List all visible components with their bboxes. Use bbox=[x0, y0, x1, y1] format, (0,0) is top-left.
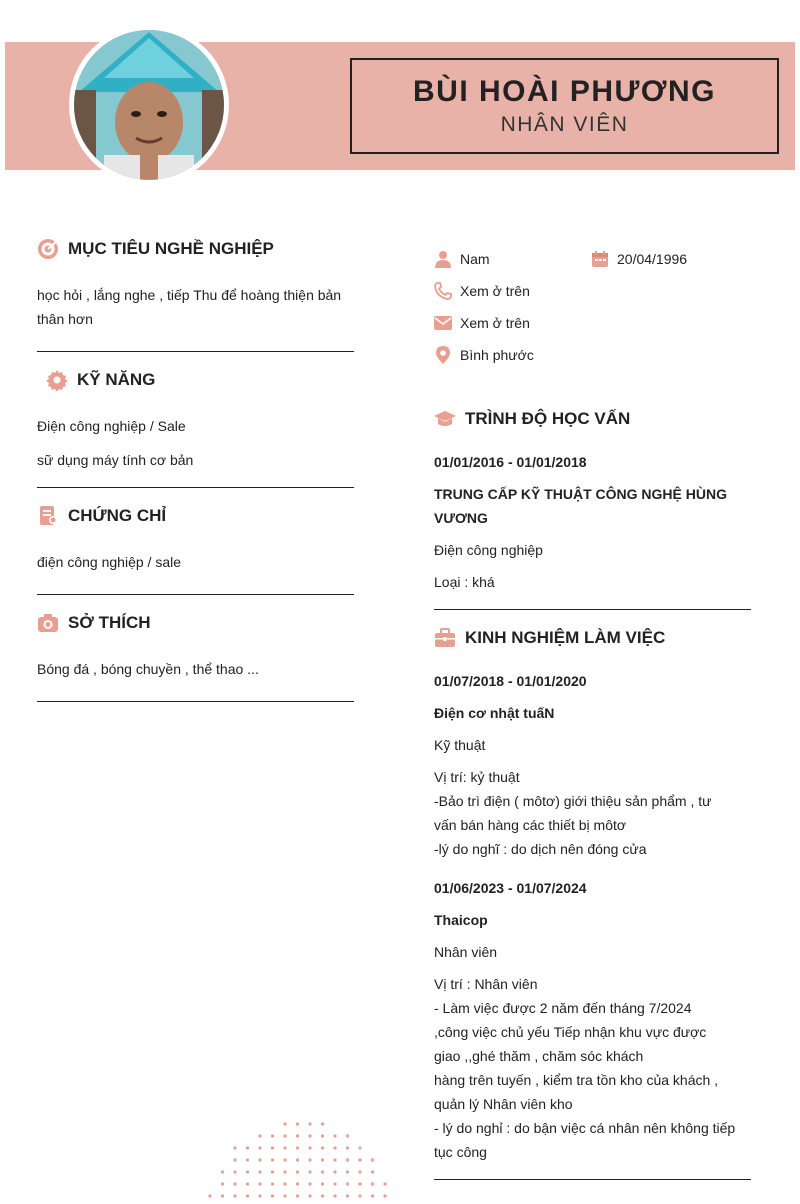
phone-icon bbox=[434, 282, 452, 300]
hobbies-heading bbox=[37, 612, 151, 634]
hobbies-text: Bóng đá , bóng chuyền , thể thao ... bbox=[37, 661, 259, 677]
email-row bbox=[434, 314, 530, 332]
decorative-dot bbox=[258, 1158, 261, 1161]
decorative-dot bbox=[321, 1122, 324, 1125]
objective-heading bbox=[37, 238, 274, 260]
decorative-dot bbox=[333, 1182, 336, 1185]
decorative-dot bbox=[221, 1182, 224, 1185]
decorative-dot bbox=[271, 1194, 274, 1197]
mail-icon bbox=[434, 314, 452, 332]
decorative-dot bbox=[371, 1170, 374, 1173]
decorative-dot bbox=[321, 1182, 324, 1185]
decorative-dot bbox=[296, 1122, 299, 1125]
decorative-dot bbox=[358, 1182, 361, 1185]
certificate-item: điện công nghiệp / sale bbox=[37, 554, 181, 570]
job-detail-line: ,công việc chủ yếu Tiếp nhận khu vực được bbox=[434, 1024, 707, 1040]
decorative-dot bbox=[283, 1170, 286, 1173]
decorative-dot bbox=[346, 1134, 349, 1137]
gender-row bbox=[434, 250, 490, 268]
decorative-dot bbox=[283, 1122, 286, 1125]
avatar bbox=[69, 25, 229, 185]
decorative-dot bbox=[271, 1182, 274, 1185]
decorative-dot bbox=[246, 1170, 249, 1173]
decorative-dot bbox=[233, 1182, 236, 1185]
decorative-dot bbox=[221, 1170, 224, 1173]
divider bbox=[37, 594, 354, 595]
decorative-dot bbox=[296, 1146, 299, 1149]
email-value: Xem ở trên bbox=[460, 315, 530, 331]
job-role: Kỹ thuật bbox=[434, 737, 486, 753]
decorative-dot bbox=[371, 1158, 374, 1161]
calendar-icon bbox=[591, 250, 609, 268]
job-detail-line: tục công bbox=[434, 1144, 487, 1160]
decorative-dot bbox=[246, 1194, 249, 1197]
decorative-dot bbox=[321, 1170, 324, 1173]
education-school-line-2: VƯƠNG bbox=[434, 510, 488, 526]
decorative-dot bbox=[233, 1194, 236, 1197]
decorative-dot bbox=[283, 1146, 286, 1149]
experience-heading bbox=[434, 627, 665, 649]
job-detail-line: giao ,,ghé thăm , chăm sóc khách bbox=[434, 1048, 644, 1064]
decorative-dot bbox=[258, 1170, 261, 1173]
decorative-dot bbox=[371, 1182, 374, 1185]
decorative-dot bbox=[358, 1194, 361, 1197]
decorative-dot bbox=[308, 1194, 311, 1197]
decorative-dot bbox=[233, 1146, 236, 1149]
gender-value: Nam bbox=[460, 251, 490, 267]
decorative-dot bbox=[346, 1146, 349, 1149]
decorative-dot bbox=[383, 1182, 386, 1185]
decorative-dot bbox=[283, 1134, 286, 1137]
camera-icon bbox=[37, 612, 59, 634]
decorative-dot bbox=[271, 1158, 274, 1161]
decorative-dot bbox=[271, 1134, 274, 1137]
decorative-dot bbox=[321, 1158, 324, 1161]
decorative-dot bbox=[308, 1146, 311, 1149]
decorative-dot bbox=[258, 1194, 261, 1197]
skill-item: Điện công nghiệp / Sale bbox=[37, 418, 186, 434]
decorative-dot bbox=[296, 1134, 299, 1137]
decorative-dot bbox=[283, 1182, 286, 1185]
decorative-dot bbox=[221, 1194, 224, 1197]
education-school-line-1: TRUNG CẤP KỸ THUẬT CÔNG NGHỆ HÙNG bbox=[434, 486, 727, 502]
decorative-dot bbox=[333, 1158, 336, 1161]
briefcase-icon bbox=[434, 627, 456, 649]
job-period: 01/06/2023 - 01/07/2024 bbox=[434, 880, 587, 896]
decorative-dot bbox=[233, 1158, 236, 1161]
decorative-dot bbox=[333, 1194, 336, 1197]
job-detail-line: - Làm việc được 2 năm đến tháng 7/2024 bbox=[434, 1000, 692, 1016]
birthdate-value: 20/04/1996 bbox=[617, 251, 688, 267]
decorative-dot bbox=[346, 1158, 349, 1161]
job-period: 01/07/2018 - 01/01/2020 bbox=[434, 673, 587, 689]
skills-heading bbox=[46, 369, 155, 391]
skill-item: sữ dụng máy tính cơ bản bbox=[37, 452, 194, 468]
education-title: TRÌNH ĐỘ HỌC VẤN bbox=[465, 409, 631, 428]
job-detail-line: vấn bán hàng các thiết bị môtơ bbox=[434, 817, 627, 833]
job-detail-line: quản lý Nhân viên kho bbox=[434, 1096, 573, 1112]
divider bbox=[37, 487, 354, 488]
objective-title: MỤC TIÊU NGHỀ NGHIỆP bbox=[68, 239, 274, 258]
decorative-dot bbox=[271, 1146, 274, 1149]
certificates-heading bbox=[37, 505, 166, 527]
phone-row bbox=[434, 282, 530, 300]
objective-line-2: thân hơn bbox=[37, 311, 93, 327]
hobbies-title: SỞ THÍCH bbox=[68, 613, 151, 632]
job-detail-line: hàng trên tuyến , kiểm tra tồn kho của khách , bbox=[434, 1072, 719, 1088]
candidate-name: BÙI HOÀI PHƯƠNG bbox=[413, 75, 716, 108]
decorative-dot bbox=[308, 1122, 311, 1125]
objective-line-1: học hỏi , lắng nghe , tiếp Thu để hoàng thiện bản bbox=[37, 287, 342, 303]
target-icon bbox=[37, 238, 59, 260]
candidate-position: NHÂN VIÊN bbox=[500, 113, 629, 136]
location-pin-icon bbox=[434, 346, 452, 364]
gear-icon bbox=[46, 369, 68, 391]
education-heading bbox=[434, 408, 630, 430]
decorative-dot bbox=[208, 1194, 211, 1197]
decorative-dot bbox=[296, 1194, 299, 1197]
person-icon bbox=[434, 250, 452, 268]
decorative-dot bbox=[308, 1170, 311, 1173]
decorative-dot bbox=[383, 1194, 386, 1197]
job-detail-line: -Bảo trì điện ( môtơ) giới thiệu sản phẩm , tư bbox=[434, 793, 712, 809]
certificate-icon bbox=[37, 505, 59, 527]
decorative-dot bbox=[296, 1170, 299, 1173]
job-detail-line: Vị trí : Nhân viên bbox=[434, 976, 538, 992]
phone-value: Xem ở trên bbox=[460, 283, 530, 299]
decorative-dot bbox=[283, 1194, 286, 1197]
job-role: Nhân viên bbox=[434, 944, 498, 960]
address-value: Bình phước bbox=[460, 347, 534, 363]
education-grade: Loại : khá bbox=[434, 574, 495, 590]
decorative-dot bbox=[321, 1146, 324, 1149]
decorative-dot bbox=[358, 1146, 361, 1149]
decorative-dot bbox=[283, 1158, 286, 1161]
decorative-dot bbox=[233, 1170, 236, 1173]
decorative-dot bbox=[246, 1158, 249, 1161]
decorative-dot bbox=[271, 1170, 274, 1173]
skills-title: KỸ NĂNG bbox=[77, 370, 156, 389]
divider bbox=[37, 701, 354, 702]
job-company: Điện cơ nhật tuấN bbox=[434, 705, 555, 721]
divider bbox=[434, 1179, 751, 1180]
job-company: Thaicop bbox=[434, 912, 488, 928]
job-detail-line: - lý do nghỉ : do bận việc cá nhân nên không tiếp bbox=[434, 1120, 736, 1136]
decorative-dot bbox=[371, 1194, 374, 1197]
decorative-dot bbox=[333, 1146, 336, 1149]
decorative-dot bbox=[346, 1182, 349, 1185]
decorative-dot bbox=[308, 1134, 311, 1137]
decorative-dot bbox=[258, 1134, 261, 1137]
decorative-dot bbox=[358, 1170, 361, 1173]
decorative-dot-pattern bbox=[205, 1118, 395, 1204]
job-detail-line: Vị trí: kỷ thuật bbox=[434, 769, 520, 785]
decorative-dot bbox=[246, 1146, 249, 1149]
experience-title: KINH NGHIỆM LÀM VIỆC bbox=[465, 628, 666, 647]
decorative-dot bbox=[346, 1194, 349, 1197]
decorative-dot bbox=[346, 1170, 349, 1173]
education-period: 01/01/2016 - 01/01/2018 bbox=[434, 454, 587, 470]
graduation-cap-icon bbox=[434, 408, 456, 430]
decorative-dot bbox=[246, 1182, 249, 1185]
name-box bbox=[350, 58, 779, 154]
divider bbox=[434, 609, 751, 610]
decorative-dot bbox=[333, 1134, 336, 1137]
decorative-dot bbox=[308, 1182, 311, 1185]
decorative-dot bbox=[333, 1170, 336, 1173]
job-detail-line: -lý do nghĩ : do dịch nên đóng cửa bbox=[434, 841, 647, 857]
decorative-dot bbox=[296, 1182, 299, 1185]
divider bbox=[37, 351, 354, 352]
birthdate-row bbox=[591, 250, 687, 268]
decorative-dot bbox=[321, 1194, 324, 1197]
portrait-image bbox=[74, 30, 224, 180]
education-major: Điện công nghiệp bbox=[434, 542, 543, 558]
decorative-dot bbox=[296, 1158, 299, 1161]
decorative-dot bbox=[321, 1134, 324, 1137]
decorative-dot bbox=[258, 1146, 261, 1149]
decorative-dot bbox=[258, 1182, 261, 1185]
certificates-title: CHỨNG CHỈ bbox=[68, 506, 167, 525]
decorative-dot bbox=[308, 1158, 311, 1161]
decorative-dot bbox=[358, 1158, 361, 1161]
address-row bbox=[434, 346, 534, 364]
